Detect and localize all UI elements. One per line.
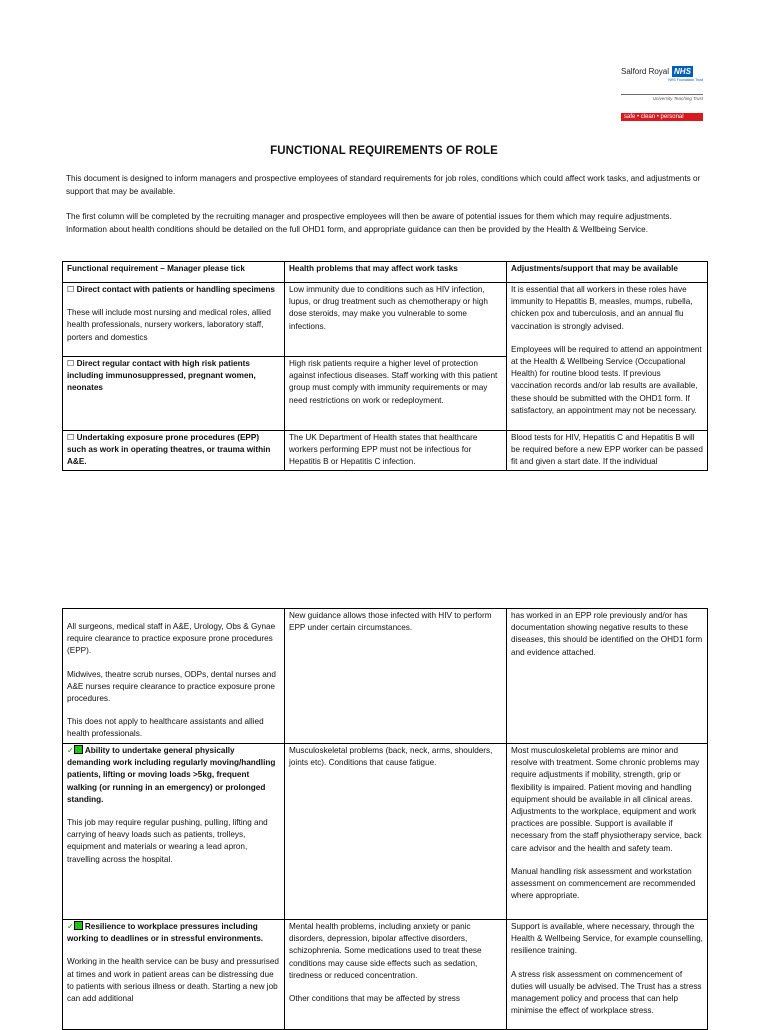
health-cell: High risk patients require a higher level of protection against infectious diseases. Staff working with this patient group must comply with immunity requirements or may need restrictions on work or redeployment.	[285, 357, 507, 431]
health-cell: Musculoskeletal problems (back, neck, arms, shoulders, joints etc). Conditions that cause fatigue.	[285, 744, 507, 920]
intro-paragraph-1: This document is designed to inform managers and prospective employees of standard requirements for job roles, conditions which could affect work tasks, and adjustments or support that may be available.	[66, 174, 701, 196]
requirement-cell	[63, 744, 285, 920]
checked-box-icon[interactable]	[74, 745, 83, 754]
requirement-paragraph: This does not apply to healthcare assistants and allied health professionals.	[67, 717, 264, 739]
health-cell: Low immunity due to conditions such as HIV infection, lupus, or drug treatment such as chemotherapy or high dose steroids, may make you vulnerable to some infections.	[285, 283, 507, 357]
header-health-problems: Health problems that may affect work tasks	[285, 262, 507, 283]
header-adjustments-support: Adjustments/support that may be available	[507, 262, 708, 283]
table-row	[63, 744, 708, 920]
requirement-cell	[63, 609, 285, 744]
requirement-cell	[63, 357, 285, 431]
document-title: FUNCTIONAL REQUIREMENTS OF ROLE	[270, 145, 498, 157]
support-text: Support is available, where necessary, through the Health & Wellbeing Service, for example counselling, resilience training.	[511, 922, 703, 956]
support-text-2: Employees will be required to attend an appointment at the Health & Wellbeing Service (Occupational Health) for routine blood tests. If previous vaccination records and/or lab results are available, these should be submitted with the OHD1 form. If satisfactory, an appointment may not be necessary.	[511, 344, 702, 415]
intro-paragraph-2: The first column will be completed by the recruiting manager and prospective employees will then be aware of potential issues for them which may require adjustments. Information about health conditions should be detailed on the full OHD1 form, and appropriate guidance can then be provided by the Health & Wellbeing Service.	[66, 212, 672, 234]
checkbox-icon[interactable]: ☐	[67, 359, 75, 368]
salford-royal-logo	[621, 66, 703, 121]
header-functional-requirement: Functional requirement – Manager please tick	[63, 262, 285, 283]
requirement-description: These will include most nursing and medical roles, allied health professionals, nursery workers, laboratory staff, porters and domestics	[67, 308, 271, 342]
health-text: Mental health problems, including anxiety or panic disorders, depression, bipolar affective disorders, schizophrenia. Some medications used to treat these conditions may cause side effects such as sedation, tiredness or reduced concentration.	[289, 922, 482, 980]
support-text: It is essential that all workers in these roles have immunity to Hepatitis B, measles, mumps, rubella, chicken pox and tuberculosis, and an annual flu vaccination is strongly advised.	[511, 285, 693, 331]
requirement-paragraph: Midwives, theatre scrub nurses, ODPs, dental nurses and A&E nurses require clearance to practice exposure prone procedures.	[67, 669, 276, 704]
requirement-description: Working in the health service can be busy and pressurised at times and work in patient areas can be distressing due to patients with serious illness or death. Starting a new job can add additional	[67, 957, 279, 1004]
table-row	[63, 431, 708, 471]
table-row	[63, 609, 708, 744]
checked-box-icon[interactable]	[74, 921, 83, 930]
requirement-title: ✓ Resilience to workplace pressures including working to deadlines or in stressful environments.	[67, 922, 264, 944]
requirements-table-page-1	[62, 261, 708, 471]
tick-icon: ✓	[67, 922, 74, 931]
document-page-1	[0, 0, 768, 500]
requirement-title: ☐ Undertaking exposure prone procedures (EPP) such as work in operating theatres, or trauma within A&E.	[67, 433, 271, 467]
trust-line: NHS Foundation Trust	[668, 78, 703, 82]
table-row	[63, 283, 708, 357]
support-cell: Blood tests for HIV, Hepatitis C and Hepatitis B will be required before a new EPP worker can be passed fit and given a start date. If the individual	[507, 431, 708, 471]
support-text: Most musculoskeletal problems are minor and resolve with treatment. Some chronic problems may require adjustments if mobility, strength, grip or flexibility is impaired. Patient moving and handling equipment should be available in all clinical areas. Adjustments to the workplace, equipment and work practices are possible. Support is available if necessary from the staff physiotherapy service, back care advisor and the health and safety team.	[511, 746, 702, 853]
requirement-cell	[63, 283, 285, 357]
support-text-2: Manual handling risk assessment and workstation assessment on commencement are recommended where appropriate.	[511, 866, 696, 901]
health-cell	[285, 920, 507, 1030]
health-cell: The UK Department of Health states that healthcare workers performing EPP must not be infectious for Hepatitis B or Hepatitis C infection.	[285, 431, 507, 471]
health-text-2: Other conditions that may be affected by stress	[289, 994, 460, 1004]
requirements-table-page-2	[62, 608, 708, 1030]
table-row	[63, 920, 708, 1030]
checkbox-icon[interactable]: ☐	[67, 433, 75, 442]
tick-icon: ✓	[67, 746, 74, 755]
table-header-row	[63, 262, 708, 283]
support-cell	[507, 283, 708, 431]
requirement-description: This job may require regular pushing, pulling, lifting and carrying of heavy loads such as patients, trolleys, equipment and materials or wearing a lead apron, travelling across the hospital.	[67, 818, 268, 864]
requirement-paragraph: All surgeons, medical staff in A&E, Urology, Obs & Gynae require clearance to practice exposure prone procedures (EPP).	[67, 622, 276, 656]
strapline: safe • clean • personal	[621, 113, 703, 121]
requirement-cell	[63, 920, 285, 1030]
requirement-title: ✓ Ability to undertake general physically demanding work including regularly moving/handling patients, lifting or moving loads >5kg, frequent walking (or running in an emergency) or prolonged standing.	[67, 746, 276, 804]
org-name: Salford Royal	[621, 67, 670, 76]
support-cell	[507, 920, 708, 1030]
checkbox-icon[interactable]: ☐	[67, 285, 75, 294]
logo-divider	[621, 94, 703, 95]
requirement-cell	[63, 431, 285, 471]
tagline: University Teaching Trust	[652, 96, 703, 101]
support-cell: has worked in an EPP role previously and/or has documentation showing negative results to these diseases, this should be identified on the OHD1 form and evidence attached.	[507, 609, 708, 744]
requirement-title: ☐ Direct contact with patients or handling specimens	[67, 285, 275, 294]
support-cell	[507, 744, 708, 920]
health-cell: New guidance allows those infected with HIV to perform EPP under certain circumstances.	[285, 609, 507, 744]
document-page-2	[0, 606, 768, 1024]
requirement-title: ☐ Direct regular contact with high risk patients including immunosuppressed, pregnant women, neonates	[67, 359, 256, 393]
support-text-2: A stress risk assessment on commencement of duties will usually be advised. The Trust has a stress management policy and process that can help minimise the effect of workplace stress.	[511, 969, 702, 1016]
nhs-logo: NHS	[674, 67, 691, 76]
